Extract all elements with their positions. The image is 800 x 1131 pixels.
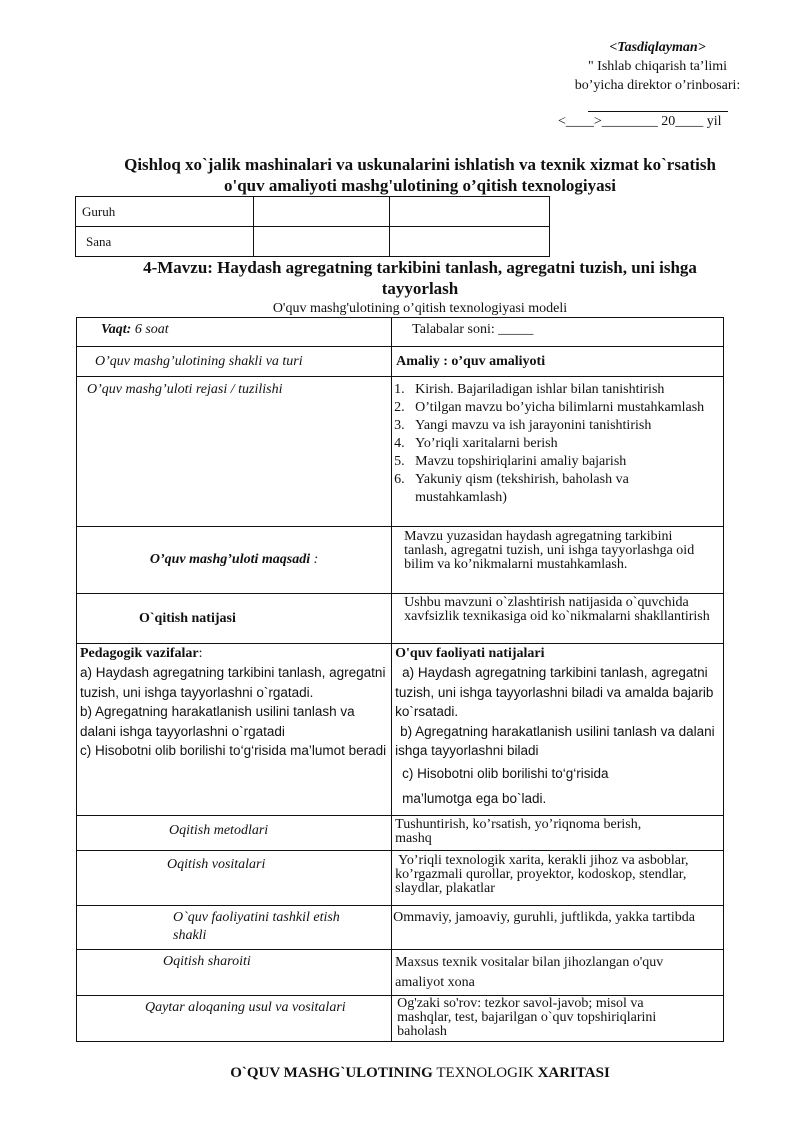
conditions-value: Maxsus texnik vositalar bilan jihozlangan o'quv amaliyot xona [392,950,724,996]
table-row [76,197,550,227]
students-cell: Talabalar soni: _____ [392,318,724,347]
activity-result-c2: ma’lumotga ega bo`ladi. [402,791,547,806]
approval-line-1: " Ishlab chiqarish ta’limi [587,59,728,74]
activity-result-a: a) Haydash agregatning tarkibini tanlash, agregatni tuzish, uni ishga tayyorlashni biladi va amalda bajarib ko`rsatadi. [395,665,714,719]
list-item: 5. Mavzu topshiriqlarini amaliy bajarish [394,454,627,469]
time-cell [77,318,392,347]
approval-date-line: <____>________ 20____ yil [558,114,722,129]
table-row [77,347,724,377]
approval-line-2: bo’yicha direktor o’rinbosari: [574,78,741,93]
group-cell-empty [254,197,390,227]
goal-colon: : [310,552,319,567]
group-label: Guruh [76,197,254,227]
plan-cell [392,377,724,527]
document-title-line-2: o'quv amaliyoti mashg'ulotining o’qitish texnologiyasi [223,176,616,195]
methods-label: Oqitish metodlari [77,816,392,851]
table-row [77,377,724,527]
table-row [77,644,724,816]
group-cell-empty [390,197,550,227]
organization-value: Ommaviy, jamoaviy, guruhli, juftlikda, yakka tartibda [392,906,724,950]
heading-part-1: O`QUV MASHG`ULOTINING [230,1065,433,1081]
list-item: 1. Kirish. Bajariladigan ishlar bilan tanishtirish [394,382,665,397]
organization-label: O`quv faoliyatini tashkil etish shakli [77,906,392,950]
model-table [76,317,724,1042]
form-label: O’quv mashg’ulotining shakli va turi [77,347,392,377]
approval-title: <Tasdiqlayman> [609,40,706,55]
signature-line [588,95,728,112]
plan-list [394,381,719,507]
table-row [77,816,724,851]
goal-value: Mavzu yuzasidan haydash agregatning tarkibini tanlash, agregatni tuzish, uni ishga tayyorlashga oid bilim va ko’nikmalarni mustahkamlash. [392,527,724,594]
feedback-label: Qaytar aloqaning usul va vositalari [77,996,392,1042]
table-row [77,594,724,644]
approval-block [550,38,765,131]
topic-title-line-1: 4-Mavzu: Haydash agregatning tarkibini tanlash, agregatni tuzish, uni ishga [143,258,697,277]
list-item: 3. Yangi mavzu va ish jarayonini tanishtirish [394,418,652,433]
document-title-line-1: Qishloq xo`jalik mashinalari va uskunalarini ishlatish va texnik xizmat ko`rsatish [124,155,716,174]
topic-title [70,257,770,299]
list-item: 2. O’tilgan mavzu bo’yicha bilimlarni mustahkamlash [394,400,705,415]
pedagogic-tasks-cell [77,644,392,816]
table-row [77,851,724,906]
list-item: 6. Yakuniy qism (tekshirish, baholash va mustahkamlash) [394,472,629,505]
activity-results-title: O'quv faoliyati natijalari [395,646,545,661]
date-cell-empty [254,227,390,257]
activity-results-cell [392,644,724,816]
tools-value: Yo’riqli texnologik xarita, kerakli jihoz va asboblar, ko’rgazmali qurollar, proyektor, kodoskop, stendlar, slaydlar, plakatlar [392,851,724,906]
table-row [76,227,550,257]
table-row [77,950,724,996]
pedagogic-task-b: b) Agregatning harakatlanish usilini tanlash va dalani ishga tayyorlashni o`rgatadi [80,704,355,739]
activity-result-b: b) Agregatning harakatlanish usilini tanlash va dalani ishga tayyorlashni biladi [395,723,715,758]
time-value: 6 soat [131,322,169,337]
form-value: Amaliy : o’quv amaliyoti [392,347,724,377]
plan-label: O’quv mashg’uloti rejasi / tuzilishi [77,377,392,527]
document-title [40,154,800,196]
table-row [77,996,724,1042]
activity-result-c1: c) Hisobotni olib borilishi to‘g‘risida [402,765,609,781]
goal-label: O’quv mashg’uloti maqsadi [149,552,311,567]
date-cell-empty [390,227,550,257]
list-item: 4. Yo’riqli xaritalarni berish [394,436,558,451]
table-row [77,527,724,594]
topic-title-line-2: tayyorlash [381,279,459,298]
heading-part-3: XARITASI [537,1065,610,1081]
pedagogic-task-c: c) Hisobotni olib borilishi to‘g‘risida ma’lumot beradi [80,743,387,758]
methods-value: Tushuntirish, ko’rsatish, yo’riqnoma berish, mashq [392,816,724,851]
feedback-value: Og'zaki so'rov: tezkor savol-javob; misol va mashqlar, test, bajarilgan o`quv topshiriqlarini baholash [392,996,724,1042]
heading-part-2: TEXNOLOGIK [432,1065,538,1081]
conditions-label: Oqitish sharoiti [77,950,392,996]
goal-label-cell [77,527,392,594]
result-label: O`qitish natijasi [77,594,392,644]
time-label: Vaqt: [101,322,132,337]
result-value: Ushbu mavzuni o`zlashtirish natijasida o`quvchida xavfsizlik texnikasiga oid ko`nikmalarni shakllantirish [392,594,724,644]
tools-label: Oqitish vositalari [77,851,392,906]
technological-map-heading [40,1065,800,1082]
date-label: Sana [76,227,254,257]
table-row [77,906,724,950]
group-date-table [75,196,550,257]
pedagogic-tasks-title: Pedagogik vazifalar: [80,646,203,661]
model-subtitle: O'quv mashg'ulotining o’qitish texnologiyasi modeli [272,301,568,316]
pedagogic-task-a: a) Haydash agregatning tarkibini tanlash, agregatni tuzish, uni ishga tayyorlashni o`rgatadi. [80,665,386,700]
table-row [77,318,724,347]
